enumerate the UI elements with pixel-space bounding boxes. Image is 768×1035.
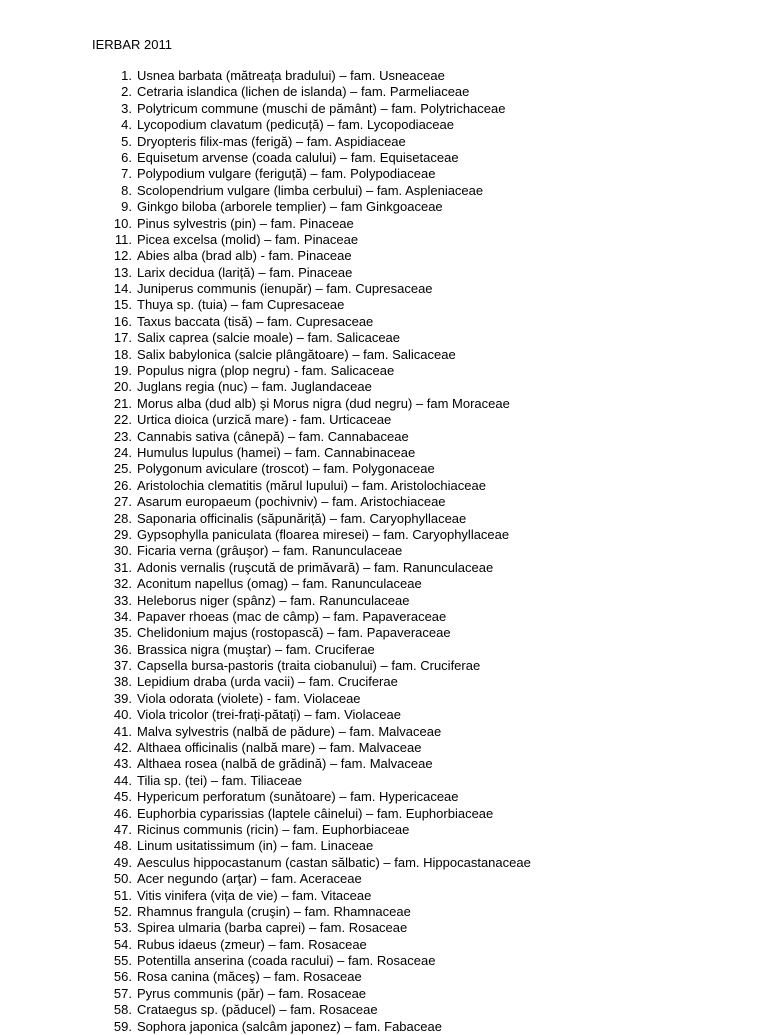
list-item-text: Rubus idaeus (zmeur) – fam. Rosaceae [137, 936, 367, 952]
list-item-text: Picea excelsa (molid) – fam. Pinaceae [137, 231, 359, 247]
list-item-number: 9. [121, 199, 132, 215]
list-item-text: Aristolochia clematitis (mărul lupului) – fam. Aristolochiaceae [137, 477, 486, 493]
list-item-number: 2. [121, 84, 132, 100]
list-item-number: 10. [113, 215, 132, 231]
list-item-text: Papaver rhoeas (mac de câmp) – fam. Papaveraceae [137, 608, 447, 624]
list-item-number: 1. [121, 68, 132, 83]
list-item-text: Hypericum perforatum (sunătoare) – fam. Hypericaceae [137, 789, 459, 805]
list-item-number: 11. [114, 231, 132, 247]
list-item-number: 36. [113, 641, 132, 657]
list-item-text: Viola odorata (violete) - fam. Violaceae [137, 690, 361, 706]
list-item-text: Viola tricolor (trei-frați-pătați) – fam. Violaceae [137, 707, 401, 723]
list-item-number: 29. [113, 526, 132, 542]
list-item-text: Scolopendrium vulgare (limba cerbului) – fam. Aspleniaceae [137, 182, 484, 198]
list-item-number: 19. [113, 363, 132, 379]
list-item-text: Aesculus hippocastanum (castan sălbatic) – fam. Hippocastanaceae [137, 854, 531, 870]
list-item-number: 33. [113, 592, 132, 608]
list-item-number: 27. [113, 494, 132, 510]
list-item-number: 15. [113, 297, 132, 313]
list-item-text: Capsella bursa-pastoris (traita ciobanului) – fam. Cruciferae [137, 658, 481, 674]
list-item-text: Heleborus niger (spânz) – fam. Ranunculaceae [137, 592, 410, 608]
list-item-text: Larix decidua (lariță) – fam. Pinaceae [137, 264, 353, 280]
list-item-text: Ginkgo biloba (arborele templier) – fam Ginkgoaceae [137, 199, 443, 215]
list-item-text: Brassica nigra (muştar) – fam. Cruciferae [137, 641, 375, 657]
list-item-number: 45. [113, 789, 132, 805]
list-item-text: Malva sylvestris (nalbă de pădure) – fam. Malvaceae [137, 723, 442, 739]
list-item-text: Spirea ulmaria (barba caprei) – fam. Rosaceae [137, 920, 408, 936]
list-item-text: Salix caprea (salcie moale) – fam. Salicaceae [137, 330, 401, 346]
list-item-text: Polytricum commune (muschi de pământ) – fam. Polytrichaceae [137, 100, 506, 116]
list-item-text: Usnea barbata (mătreața bradului) – fam. Usneaceae [137, 68, 445, 83]
list-item-text: Equisetum arvense (coada calului) – fam. Equisetaceae [137, 149, 459, 165]
list-item-number: 30. [113, 543, 132, 559]
list-item-text: Ricinus communis (ricin) – fam. Euphorbiaceae [137, 821, 410, 837]
list-item-number: 14. [113, 281, 132, 297]
list-item-number: 49. [113, 854, 132, 870]
list-item-number: 43. [113, 756, 132, 772]
list-item-number: 26. [113, 477, 132, 493]
list-item-text: Cannabis sativa (cânepă) – fam. Cannabaceae [137, 428, 409, 444]
list-item-text: Pyrus communis (păr) – fam. Rosaceae [137, 985, 367, 1001]
list-item-text: Juglans regia (nuc) – fam. Juglandaceae [137, 379, 372, 395]
list-item-number: 16. [113, 313, 132, 329]
list-item-number: 20. [113, 379, 132, 395]
list-item-number: 23. [113, 428, 132, 444]
list-item-number: 28. [113, 510, 132, 526]
list-item-text: Populus nigra (plop negru) - fam. Salicaceae [137, 363, 395, 379]
list-item-text: Lepidium draba (urda vacii) – fam. Cruciferae [137, 674, 398, 690]
list-item-text: Crataegus sp. (păducel) – fam. Rosaceae [137, 1002, 378, 1018]
list-item-number: 54. [113, 936, 132, 952]
list-item-number: 8. [121, 182, 132, 198]
list-item-text: Taxus baccata (tisă) – fam. Cupresaceae [137, 313, 374, 329]
list-item-number: 50. [113, 871, 132, 887]
list-item-text: Polypodium vulgare (feriguță) – fam. Polypodiaceae [137, 166, 436, 182]
list-item-number: 22. [113, 412, 132, 428]
list-item-text: Gypsophylla paniculata (floarea miresei) – fam. Caryophyllaceae [137, 526, 510, 542]
list-item-text: Tilia sp. (tei) – fam. Tiliaceae [137, 772, 302, 788]
list-item-number: 48. [113, 838, 132, 854]
list-item-number: 17. [113, 330, 132, 346]
list-item-number: 58. [113, 1002, 132, 1018]
list-item-number: 34. [113, 608, 132, 624]
list-item-number: 21. [113, 395, 132, 411]
list-item-number: 18. [113, 346, 132, 362]
list-item-number: 42. [113, 740, 132, 756]
list-item-number: 25. [113, 461, 132, 477]
list-item-text: Dryopteris filix-mas (ferigă) – fam. Aspidiaceae [137, 133, 406, 149]
list-item-text: Aconitum napellus (omag) – fam. Ranunculaceae [137, 576, 422, 592]
list-item-text: Asarum europaeum (pochivniv) – fam. Aristochiaceae [137, 494, 446, 510]
list-item-number: 38. [113, 674, 132, 690]
list-item-number: 57. [113, 985, 132, 1001]
list-item-number: 56. [113, 969, 132, 985]
list-item-text: Humulus lupulus (hamei) – fam. Cannabinaceae [137, 444, 416, 460]
list-item-text: Althaea rosea (nalbă de grădină) – fam. Malvaceae [137, 756, 433, 772]
list-item-text: Althaea officinalis (nalbă mare) – fam. Malvaceae [137, 740, 422, 756]
list-item-number: 13. [113, 264, 132, 280]
list-item-text: Euphorbia cyparissias (laptele câinelui) – fam. Euphorbiaceae [137, 805, 494, 821]
list-item-number: 35. [113, 625, 132, 641]
list-item-text: Rhamnus frangula (cruşin) – fam. Rhamnaceae [137, 903, 411, 919]
list-item-text: Abies alba (brad alb) - fam. Pinaceae [137, 248, 352, 264]
list-item-text: Urtica dioica (urzică mare) - fam. Urticaceae [137, 412, 392, 428]
list-item-text: Pinus sylvestris (pin) – fam. Pinaceae [137, 215, 354, 231]
list-item-number: 59. [113, 1018, 132, 1034]
list-item-text: Polygonum aviculare (troscot) – fam. Polygonaceae [137, 461, 435, 477]
list-item-text: Linum usitatissimum (in) – fam. Linaceae [137, 838, 374, 854]
list-item-text: Ficaria verna (grâuşor) – fam. Ranunculaceae [137, 543, 403, 559]
list-item-text: Juniperus communis (ienupăr) – fam. Cupresaceae [137, 281, 433, 297]
list-item-text: Sophora japonica (salcâm japonez) – fam. Fabaceae [137, 1018, 442, 1034]
list-item-number: 5. [121, 133, 132, 149]
list-item-number: 4. [121, 117, 132, 133]
list-item-number: 7. [121, 166, 132, 182]
list-item-number: 12. [113, 248, 132, 264]
list-item-number: 41. [113, 723, 132, 739]
list-item-number: 40. [113, 707, 132, 723]
list-item-number: 6. [121, 149, 132, 165]
list-item-text: Morus alba (dud alb) şi Morus nigra (dud negru) – fam Moraceae [137, 395, 510, 411]
list-item-text: Adonis vernalis (ruşcută de primăvară) – fam. Ranunculaceae [137, 559, 494, 575]
list-item-text: Thuya sp. (tuia) – fam Cupresaceae [137, 297, 345, 313]
list-item-text: Potentilla anserina (coada racului) – fam. Rosaceae [137, 953, 436, 969]
list-item-number: 24. [113, 444, 132, 460]
list-item-number: 46. [113, 805, 132, 821]
list-item-number: 52. [113, 903, 132, 919]
list-item-number: 32. [113, 576, 132, 592]
list-item-text: Salix babylonica (salcie plângătoare) – fam. Salicaceae [137, 346, 456, 362]
list-item-text: Rosa canina (măceş) – fam. Rosaceae [137, 969, 362, 985]
list-item-text: Lycopodium clavatum (pedicuță) – fam. Lycopodiaceae [137, 117, 454, 133]
list-item-number: 51. [113, 887, 132, 903]
list-item-text: Saponaria officinalis (săpunăriță) – fam. Caryophyllaceae [137, 510, 467, 526]
list-item-number: 44. [113, 772, 132, 788]
list-item-text: Chelidonium majus (rostopască) – fam. Papaveraceae [137, 625, 451, 641]
list-item-number: 3. [121, 100, 132, 116]
list-item-number: 53. [113, 920, 132, 936]
list-item-number: 55. [113, 953, 132, 969]
list-item-text: Acer negundo (arţar) – fam. Aceraceae [137, 871, 362, 887]
list-item-number: 37. [113, 658, 132, 674]
list-item-number: 47. [113, 821, 132, 837]
list-item-number: 31. [113, 559, 132, 575]
list-item-number: 39. [113, 690, 132, 706]
list-item-text: Vitis vinifera (vița de vie) – fam. Vitaceae [137, 887, 372, 903]
document-title: IERBAR 2011 [92, 37, 172, 52]
list-item-text: Cetraria islandica (lichen de islanda) – fam. Parmeliaceae [137, 84, 470, 100]
